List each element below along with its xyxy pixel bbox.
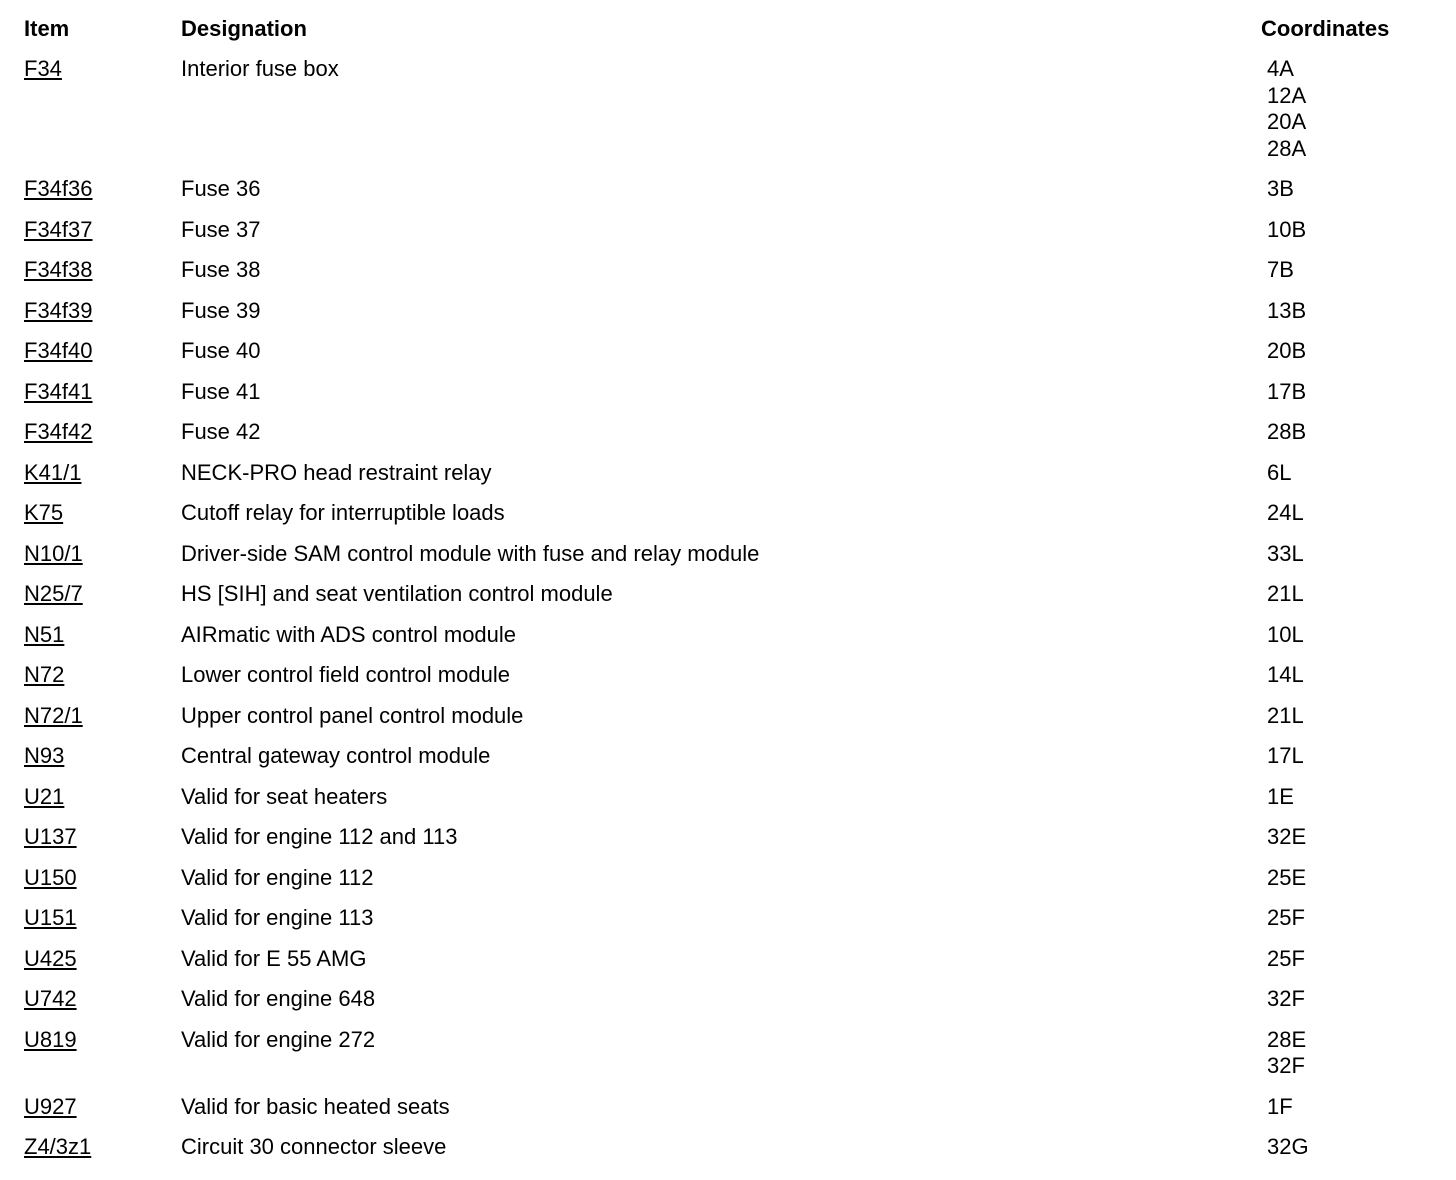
coordinate-value: 20B	[1267, 338, 1307, 363]
table-header	[0, 15, 1456, 43]
coordinate-value: 6L	[1267, 459, 1292, 485]
coordinates-cell	[1267, 743, 1427, 770]
coordinates-cell	[1267, 379, 1427, 406]
designation-text: Fuse 40	[181, 338, 261, 363]
coordinates-cell	[1267, 176, 1427, 203]
coordinates-cell	[1267, 946, 1427, 973]
coordinate-value: 32F	[1267, 1053, 1305, 1078]
table-row	[0, 217, 1456, 258]
designation-text: HS [SIH] and seat ventilation control module	[181, 581, 613, 606]
item-link[interactable]: N72/1	[24, 702, 83, 728]
designation-text: Cutoff relay for interruptible loads	[181, 500, 505, 525]
item-link[interactable]: U425	[24, 945, 77, 971]
coordinate-value: 10B	[1267, 216, 1307, 242]
item-link[interactable]: F34f42	[24, 419, 93, 444]
item-link[interactable]: N72	[24, 662, 65, 687]
coordinate-value: 17B	[1267, 378, 1307, 404]
table-row	[0, 784, 1456, 825]
coordinates-cell	[1267, 1027, 1427, 1080]
coordinates-cell	[1267, 338, 1427, 365]
coordinates-cell	[1267, 703, 1427, 730]
coordinate-value: 7B	[1267, 257, 1294, 282]
coordinate-value: 25F	[1267, 905, 1305, 930]
designation-text: Valid for engine 112 and 113	[181, 824, 458, 849]
coordinate-value: 32G	[1267, 1134, 1309, 1159]
table-row	[0, 419, 1456, 460]
coordinates-cell	[1267, 662, 1427, 689]
item-link[interactable]: F34f40	[24, 338, 93, 363]
coordinate-value: 14L	[1267, 662, 1304, 687]
coordinate-value: 28E	[1267, 1026, 1307, 1052]
table-row	[0, 703, 1456, 744]
table-row	[0, 1094, 1456, 1135]
coordinate-value: 13B	[1267, 297, 1307, 323]
designation-text: Valid for basic heated seats	[181, 1093, 450, 1119]
coordinates-cell	[1267, 986, 1427, 1013]
header-designation: Designation	[181, 16, 307, 41]
designation-text: Valid for engine 648	[181, 986, 376, 1011]
table-row	[0, 1134, 1456, 1175]
table-row	[0, 986, 1456, 1027]
table-row	[0, 338, 1456, 379]
coordinates-cell	[1267, 419, 1427, 446]
coordinates-cell	[1267, 460, 1427, 487]
item-link[interactable]: U151	[24, 905, 77, 930]
coordinates-cell	[1267, 217, 1427, 244]
item-link[interactable]: F34	[24, 56, 62, 81]
coordinate-value: 17L	[1267, 743, 1304, 768]
coordinate-value: 32E	[1267, 824, 1307, 849]
designation-text: AIRmatic with ADS control module	[181, 621, 517, 647]
coordinates-cell	[1267, 56, 1427, 162]
item-link[interactable]: F34f39	[24, 297, 93, 323]
designation-text: Fuse 42	[181, 419, 261, 444]
item-link[interactable]: K41/1	[24, 459, 82, 485]
coordinates-cell	[1267, 298, 1427, 325]
designation-text: Valid for engine 112	[181, 864, 374, 890]
coordinate-value: 1F	[1267, 1093, 1293, 1119]
table-row	[0, 946, 1456, 987]
designation-text: Valid for E 55 AMG	[181, 945, 367, 971]
item-link[interactable]: U150	[24, 864, 77, 890]
item-link[interactable]: U927	[24, 1093, 77, 1119]
designation-text: Valid for seat heaters	[181, 783, 388, 809]
coordinate-value: 28A	[1267, 135, 1307, 161]
coordinate-value: 10L	[1267, 621, 1304, 647]
table-row	[0, 622, 1456, 663]
item-link[interactable]: F34f38	[24, 257, 93, 282]
item-link[interactable]: U137	[24, 824, 77, 849]
item-link[interactable]: N10/1	[24, 540, 83, 566]
item-link[interactable]: U742	[24, 986, 77, 1011]
item-link[interactable]: F34f37	[24, 216, 93, 242]
coordinate-value: 25E	[1267, 864, 1307, 890]
table-row	[0, 460, 1456, 501]
table-row	[0, 865, 1456, 906]
designation-text: Fuse 39	[181, 297, 261, 323]
coordinate-value: 21L	[1267, 581, 1304, 606]
coordinate-value: 33L	[1267, 540, 1304, 566]
coordinate-value: 24L	[1267, 500, 1304, 525]
coordinate-value: 4A	[1267, 56, 1294, 81]
table-row	[0, 257, 1456, 298]
coordinates-cell	[1267, 905, 1427, 932]
item-link[interactable]: N93	[24, 743, 65, 768]
coordinate-value: 12A	[1267, 82, 1307, 108]
header-item: Item	[24, 16, 70, 41]
designation-text: Fuse 41	[181, 378, 261, 404]
item-link[interactable]: Z4/3z1	[24, 1134, 92, 1159]
item-link[interactable]: N25/7	[24, 581, 83, 606]
table-row	[0, 298, 1456, 339]
table-row	[0, 176, 1456, 217]
designation-text: Upper control panel control module	[181, 702, 524, 728]
coordinates-cell	[1267, 541, 1427, 568]
coordinates-cell	[1267, 1134, 1427, 1161]
coordinates-cell	[1267, 581, 1427, 608]
coordinate-value: 20A	[1267, 109, 1307, 134]
coordinate-value: 32F	[1267, 986, 1305, 1011]
coordinates-cell	[1267, 500, 1427, 527]
table-row	[0, 824, 1456, 865]
designation-text: Fuse 36	[181, 176, 261, 201]
designation-text: Lower control field control module	[181, 662, 510, 687]
item-link[interactable]: U21	[24, 783, 65, 809]
item-link[interactable]: U819	[24, 1026, 77, 1052]
coordinates-cell	[1267, 784, 1427, 811]
designation-text: Driver-side SAM control module with fuse and relay module	[181, 540, 760, 566]
table-row	[0, 56, 1456, 176]
item-link[interactable]: K75	[24, 500, 64, 525]
table-row	[0, 541, 1456, 582]
coordinate-value: 3B	[1267, 176, 1294, 201]
designation-text: Central gateway control module	[181, 743, 491, 768]
designation-text: Valid for engine 272	[181, 1026, 376, 1052]
coordinates-cell	[1267, 257, 1427, 284]
designation-text: Interior fuse box	[181, 56, 339, 81]
table-row	[0, 905, 1456, 946]
coordinate-value: 28B	[1267, 419, 1307, 444]
item-link[interactable]: F34f36	[24, 176, 93, 201]
coordinates-cell	[1267, 622, 1427, 649]
designation-text: Circuit 30 connector sleeve	[181, 1134, 447, 1159]
table-row	[0, 662, 1456, 703]
table-row	[0, 379, 1456, 420]
component-table	[0, 56, 1456, 1175]
coordinate-value: 25F	[1267, 945, 1305, 971]
table-row	[0, 743, 1456, 784]
coordinate-value: 21L	[1267, 702, 1304, 728]
designation-text: NECK-PRO head restraint relay	[181, 459, 492, 485]
table-row	[0, 500, 1456, 541]
coordinates-cell	[1267, 865, 1427, 892]
designation-text: Fuse 37	[181, 216, 261, 242]
coordinates-cell	[1267, 1094, 1427, 1121]
designation-text: Valid for engine 113	[181, 905, 374, 930]
header-coordinates: Coordinates	[1261, 16, 1390, 41]
item-link[interactable]: N51	[24, 621, 65, 647]
table-row	[0, 1027, 1456, 1094]
coordinate-value: 1E	[1267, 783, 1294, 809]
coordinates-cell	[1267, 824, 1427, 851]
item-link[interactable]: F34f41	[24, 378, 93, 404]
designation-text: Fuse 38	[181, 257, 261, 282]
table-row	[0, 581, 1456, 622]
